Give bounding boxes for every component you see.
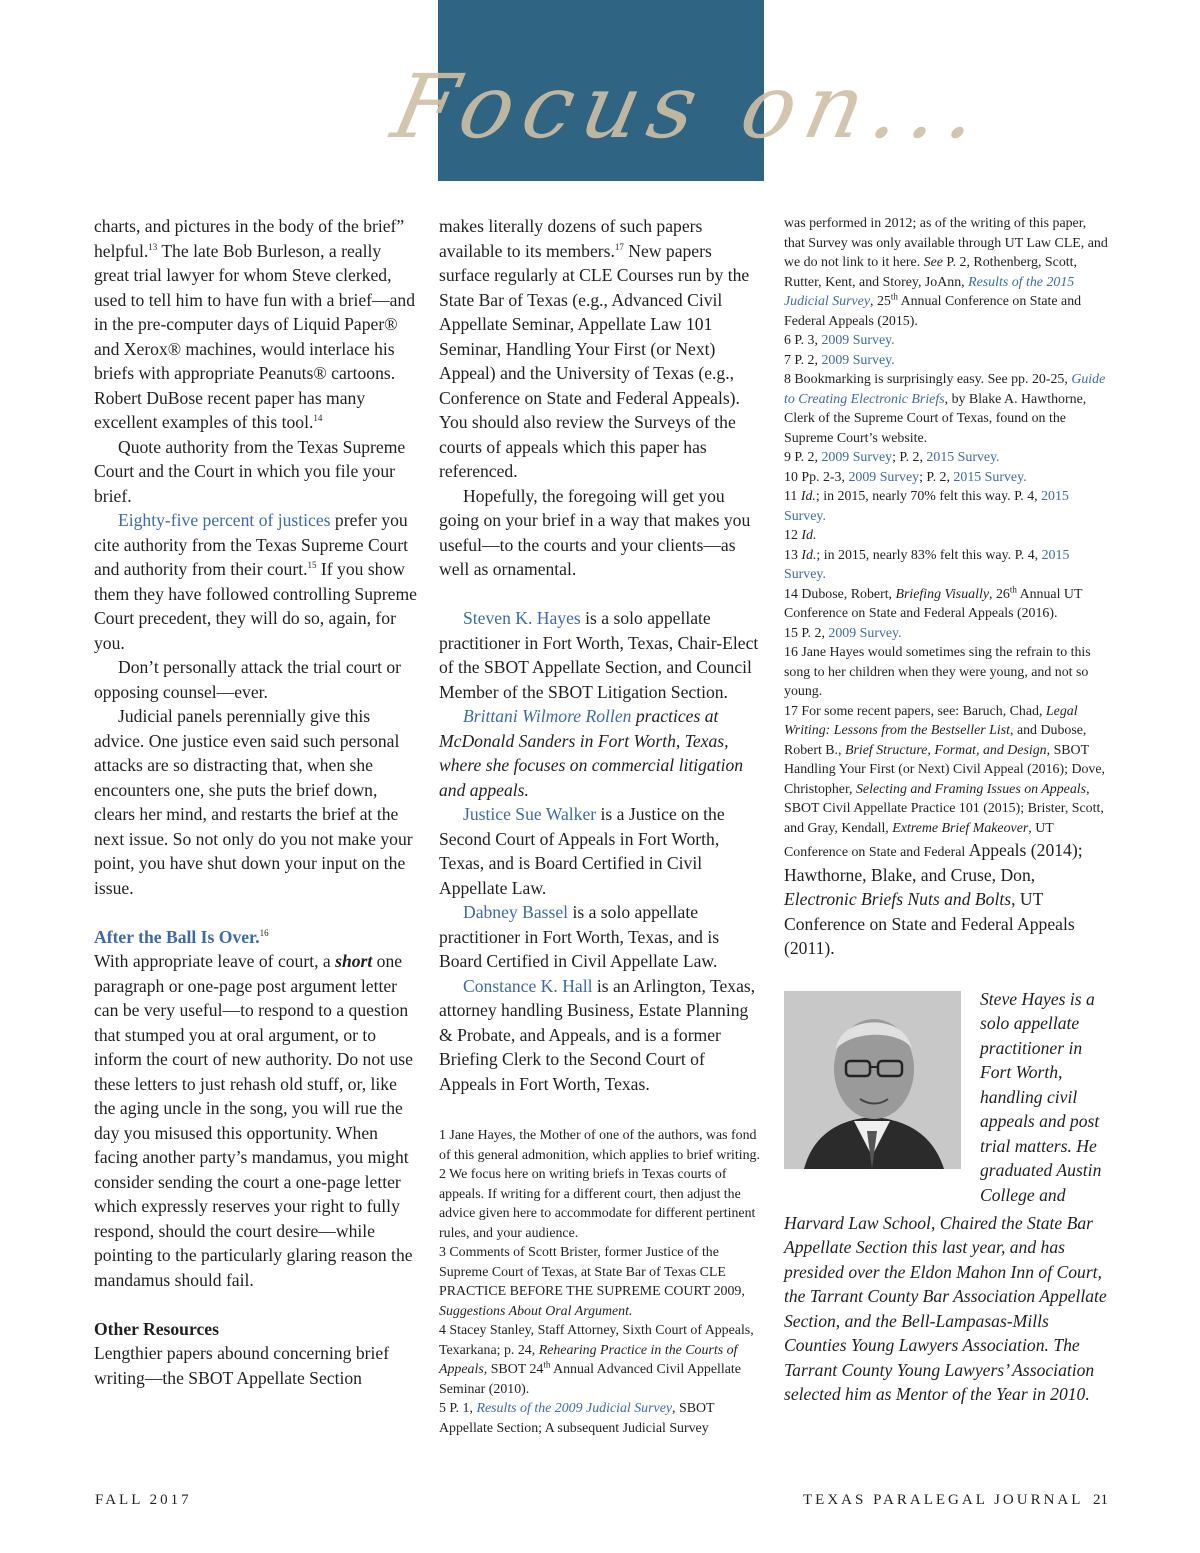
footnotes	[439, 1126, 763, 1438]
footnote	[784, 468, 1108, 488]
author-link[interactable]: Dabney Bassel	[463, 902, 569, 922]
survey-link[interactable]: 2009 Survey	[848, 469, 920, 485]
photo-caption-bottom: Harvard Law School, Chaired the State Bar Appellate Section this last year, and has presided over the Eldon Mahon Inn of Court, the Tarrant County Bar Association Appellate Section, and the Bell-Lampasas-Mills Counties Young Lawyers Association. The Tarrant County Young Lawyers’ Association selected him as Mentor of the Year in 2010.	[784, 1212, 1107, 1404]
author-bio	[439, 802, 763, 900]
footnote	[784, 624, 1108, 644]
emphasis: Suggestions About Oral Argument.	[439, 1303, 633, 1319]
paragraph: Judicial panels perennially give this advice. One justice even said such personal attacks are so distracting that, when she encounters one, she puts the brief down, clears her mind, and restarts the brief at the next issue. So not only do you not make your point, you have shut down your input on the issue.	[94, 706, 413, 898]
footnotes	[784, 214, 1108, 961]
survey-link[interactable]: 2009 Survey.	[821, 352, 895, 368]
guide-link[interactable]: Guide to Creating Electronic Briefs	[784, 372, 1106, 407]
emphasis: See	[923, 255, 943, 270]
survey-link[interactable]: Eighty-five percent of justices	[118, 510, 331, 530]
survey-link[interactable]: 2015 Survey.	[784, 489, 1069, 524]
footnote	[439, 1321, 763, 1399]
superscript: th	[543, 1359, 551, 1370]
caption-text: Steve Hayes is a solo appellate practitioner in Fort Worth, handling civil appeals and post trial matters. He graduated Austin College and	[980, 988, 1102, 1205]
author-photo-block	[784, 988, 1108, 1211]
footnote	[439, 1399, 763, 1438]
text: 6 P. 3,	[784, 333, 822, 348]
text: was performed in 2012; as of the writing of this paper, that Survey was only available through UT Law CLE, and we do not link to it here.	[784, 216, 1108, 270]
text: ; P. 2,	[892, 450, 927, 465]
text: is a solo appellate practitioner in Fort Worth, Texas, and is Board Certified in Civil Appellate Law.	[439, 902, 720, 971]
emphasis: Briefing Visually	[895, 586, 989, 602]
text: 14 Dubose, Robert,	[784, 586, 896, 602]
text: 17 For some recent papers, see: Baruch, Chad,	[784, 703, 1046, 719]
portrait-image	[784, 991, 961, 1169]
text: , SBOT 24	[483, 1362, 544, 1377]
issue-label: FALL 2017	[95, 1492, 192, 1508]
text: 11	[784, 489, 801, 504]
column-3	[784, 214, 1108, 1407]
author-link[interactable]: Brittani Wilmore Rollen	[463, 706, 632, 726]
author-bio	[439, 900, 763, 974]
text: Annual UT Conference on State and Federal Appeals (2016).	[784, 586, 1083, 621]
footnote	[784, 526, 1108, 546]
author-link[interactable]: Steven K. Hayes	[463, 608, 581, 628]
text: 12	[784, 528, 802, 543]
text: prefer you cite authority from the Texas Supreme Court and authority from their court.	[94, 510, 409, 579]
emphasis: Id.	[800, 489, 816, 504]
footnote: 2 We focus here on writing briefs in Texas courts of appeals. If writing for a different court, then adjust the advice given here to accommodate for different pertinent rules, and your audience.	[439, 1167, 756, 1241]
text: 10 Pp. 2-3,	[784, 469, 849, 485]
footnote-ref[interactable]: 14	[313, 413, 323, 424]
paragraph: Lengthier papers abound concerning brief writing—the SBOT Appellate Section	[94, 1343, 390, 1388]
banner-title: Focus on...	[384, 55, 998, 158]
author-link[interactable]: Constance K. Hall	[463, 975, 593, 996]
footnote-ref[interactable]: 15	[307, 560, 317, 571]
superscript: th	[1009, 583, 1017, 594]
text: , by Blake A. Hawthorne, Clerk of the Supreme Court of Texas, found on the Supreme Court’s website.	[784, 391, 1087, 446]
text: , UT Conference on State and Federal	[784, 820, 1054, 860]
column-2	[439, 214, 763, 1438]
text: , 25	[870, 294, 891, 309]
footnote	[784, 331, 1108, 351]
heading-text: After the Ball Is Over.	[94, 926, 260, 947]
paragraph	[94, 949, 420, 1292]
text: , SBOT Handling Your First (or Next) Civil Appeal (2016); Dove, Christopher,	[784, 742, 1106, 797]
text: Annual Conference on State and Federal Appeals (2015).	[784, 294, 1082, 329]
footnote	[784, 214, 1108, 331]
paragraph: Hopefully, the foregoing will get you going on your brief in a way that makes you useful—to the courts and your clients—as well as ornamental.	[439, 485, 751, 579]
text: 4 Stacey Stanley, Staff Attorney, Sixth Court of Appeals, Texarkana; p. 24,	[439, 1323, 754, 1358]
emphasis: Id.	[801, 528, 817, 543]
section-heading: Other Resources	[94, 1318, 219, 1339]
text: ; in 2015, nearly 83% felt this way. P. 4,	[816, 547, 1042, 563]
footnote-ref[interactable]: 13	[148, 241, 158, 252]
footnote: 1 Jane Hayes, the Mother of one of the authors, was fond of this general admonition, which applies to brief writing.	[439, 1128, 760, 1163]
text: Annual Advanced Civil Appellate Seminar (2010).	[439, 1362, 741, 1397]
survey-link[interactable]: Results of the 2009 Judicial Survey	[476, 1401, 673, 1416]
survey-link[interactable]: 2009 Survey.	[828, 625, 902, 641]
text: If you show them they have followed controlling Supreme Court precedent, they will do so, again, for you.	[94, 559, 417, 653]
text: , 26	[989, 586, 1010, 602]
footnote	[784, 585, 1108, 624]
footnote-ref[interactable]: 17	[614, 241, 624, 252]
text: is an Arlington, Texas, attorney handling Business, Estate Planning & Probate, and Appeals, and is a former Briefing Clerk to the Second Court of Appeals in Fort Worth, Texas.	[439, 975, 756, 1094]
text: With appropriate leave of court, a	[94, 951, 336, 971]
footnote	[784, 448, 1108, 468]
text: 3 Comments of Scott Brister, former Justice of the Supreme Court of Texas, at State Bar of Texas CLE PRACTICE BEFORE THE SUPREME COURT 2009,	[439, 1245, 745, 1299]
emphasis: Rehearing Practice in the Courts of Appeals	[439, 1342, 738, 1377]
text: 5 P. 1,	[439, 1401, 477, 1416]
text: New papers surface regularly at CLE Courses run by the State Bar of Texas (e.g., Advanced Civil Appellate Seminar, Appellate Law 101 Seminar, Handling Your First (or Next) Appeal) and the University of Texas (e.g., Conference on State and Federal Appeals). You should also review the Surveys of the courts of appeals which this paper has referenced.	[439, 240, 750, 481]
footnote: 16 Jane Hayes would sometimes sing the refrain to this song to her children when they were young, and not so young.	[784, 645, 1091, 699]
footnote	[784, 370, 1108, 448]
page-number: 21	[1093, 1492, 1108, 1508]
text: , SBOT Appellate Section; A subsequent Judicial Survey	[439, 1401, 715, 1436]
column-1	[94, 214, 420, 1390]
emphasis: Selecting and Framing Issues on Appeals	[855, 781, 1087, 797]
emphasis: Id.	[801, 547, 817, 563]
survey-link[interactable]: 2015 Survey.	[926, 450, 1000, 465]
text: 8 Bookmarking is surprisingly easy. See pp. 20-25,	[784, 372, 1072, 387]
emphasis: short	[335, 951, 373, 971]
superscript: th	[890, 291, 898, 302]
author-photo	[784, 991, 961, 1169]
text: is a Justice on the Second Court of Appeals in Fort Worth, Texas, and is Board Certified in Civil Appellate Law.	[439, 804, 725, 898]
footnote	[784, 351, 1108, 371]
author-bio	[439, 606, 763, 704]
text: charts, and pictures in the body of the brief” helpful.	[94, 216, 405, 261]
footnote	[784, 487, 1108, 526]
text: Appeals (2014); Hawthorne, Blake, and Cruse, Don,	[784, 840, 1083, 885]
paragraph	[439, 214, 763, 484]
text: 13	[784, 547, 802, 563]
text: 15 P. 2,	[784, 625, 829, 641]
author-bio	[439, 704, 763, 802]
survey-link[interactable]: 2015 Survey.	[953, 469, 1027, 485]
text: , SBOT Civil Appellate Practice 101 (2015); Brister, Scott, and Gray, Kendall,	[784, 781, 1104, 836]
text: , and Dubose, Robert B.,	[784, 723, 1087, 758]
emphasis: Legal Writing: Lessons from the Bestseller List	[784, 703, 1078, 738]
footnote-ref[interactable]: 16	[259, 927, 269, 938]
text: ; in 2015, nearly 70% felt this way. P. 4,	[815, 489, 1042, 504]
paragraph	[94, 214, 420, 435]
text: 7 P. 2,	[784, 352, 822, 368]
author-link[interactable]: Justice Sue Walker	[463, 804, 597, 824]
text: P. 2, Rothenberg, Scott, Rutter, Kent, and Storey, JoAnn,	[784, 255, 1077, 290]
survey-link[interactable]: 2009 Survey	[821, 450, 893, 465]
text: is a solo appellate practitioner in Fort Worth, Texas, Chair-Elect of the SBOT Appellate Section, and Council Member of the SBOT Litigation Section.	[439, 608, 759, 702]
text: one paragraph or one-page post argument letter can be very useful—to respond to a question that stumped you at oral argument, or to inform the court of new authority. Do not use these letters to just rehash old stuff, or, like the aging uncle in the song, you will rue the day you misused this opportunity. When facing another party’s mandamus, you might consider sending the court a one-page letter which expressly reserves your right to fully respond, should the court desire—while pointing to the particularly glaring reason the mandamus should fail.	[94, 951, 413, 1290]
text: practices at McDonald Sanders in Fort Worth, Texas, where she focuses on commercial litigation and appeals.	[439, 706, 744, 800]
journal-name: TEXAS PARALEGAL JOURNAL	[803, 1492, 1084, 1508]
photo-caption-top	[980, 987, 1108, 1208]
footnote	[784, 702, 1108, 961]
footnote	[784, 546, 1108, 585]
survey-link[interactable]: Results of the 2015 Judicial Survey	[784, 274, 1075, 309]
author-bio	[439, 974, 763, 1097]
paragraph	[94, 508, 420, 655]
paragraph: Don’t personally attack the trial court or opposing counsel—ever.	[94, 657, 402, 702]
paragraph: Quote authority from the Texas Supreme Court and the Court in which you file your brief.	[94, 436, 406, 506]
text: , UT Conference on State and Federal Appeals (2011).	[784, 889, 1075, 958]
text: The late Bob Burleson, a really great trial lawyer for whom Steve clerked, used to tell him to have fun with a brief—and in the pre-computer days of Liquid Paper® and Xerox® machines, would interlace his briefs with appropriate Peanuts® cartoons. Robert DuBose recent paper has many excellent examples of this tool.	[94, 240, 416, 432]
text: makes literally dozens of such papers available to its members.	[439, 216, 703, 261]
footnote	[439, 1243, 763, 1321]
emphasis: Extreme Brief Makeover	[892, 820, 1029, 836]
survey-link[interactable]: 2015 Survey.	[784, 547, 1070, 582]
text: 9 P. 2,	[784, 450, 822, 465]
text: ; P. 2,	[919, 469, 954, 485]
survey-link[interactable]: 2009 Survey.	[821, 333, 895, 348]
section-heading	[94, 925, 420, 950]
emphasis: Brief Structure, Format, and Design	[844, 742, 1047, 758]
emphasis: Electronic Briefs Nuts and Bolts	[784, 889, 1012, 909]
